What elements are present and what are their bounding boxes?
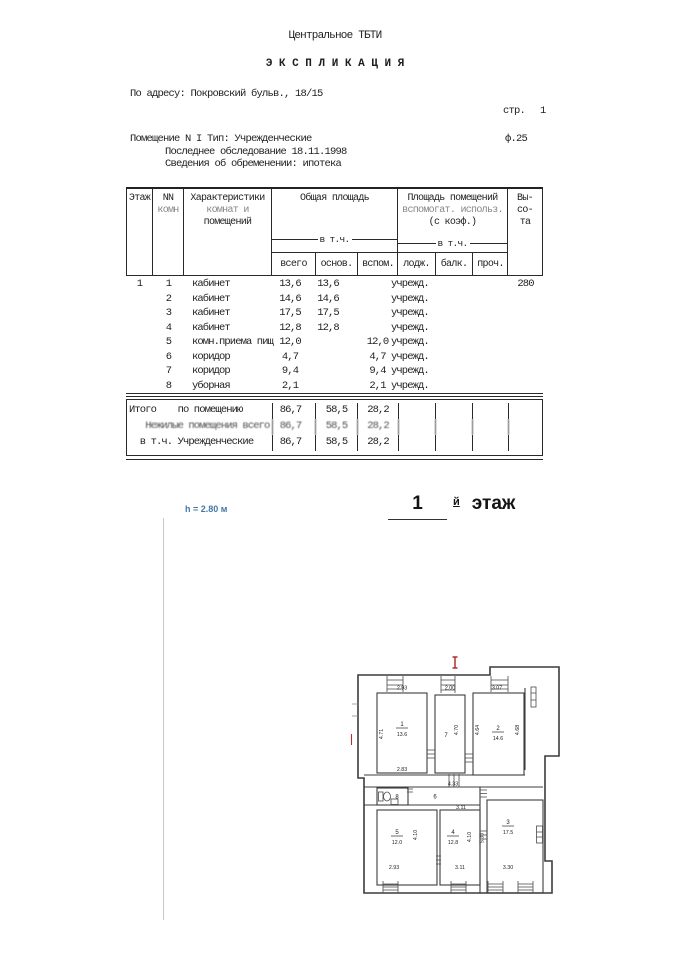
col-char-line1: Характеристики (190, 193, 265, 204)
cell-total: 13,6 (279, 278, 301, 290)
totals-total: 86,7 (272, 403, 315, 419)
document-title: Э К С П Л И К А Ц И Я (265, 58, 405, 70)
dim-room5-side: 4.10 (413, 829, 419, 841)
cell-name: уборная (192, 379, 230, 392)
subcol-lodzh: лодж. (398, 252, 435, 275)
dim-room1-top: 2.93 (396, 685, 408, 692)
cell-floor (126, 306, 153, 321)
cell-aux: 2,1 (369, 379, 386, 392)
totals-main: 58,5 (315, 435, 357, 451)
room-6-number: 6 (433, 794, 437, 801)
cell-floor (126, 335, 153, 350)
cell-main: 13,6 (317, 278, 339, 290)
room-4-number: 4 (451, 830, 455, 836)
form-code: ф.25 (505, 133, 528, 145)
totals-main: 58,5 (315, 419, 357, 435)
col-char-line3: помещений (203, 217, 252, 228)
cell-height (508, 306, 543, 321)
cell-nn: 1 (165, 278, 172, 290)
cell-name: коридор (192, 365, 230, 377)
room-2-number: 2 (496, 726, 500, 732)
cell-use: учрежд. (391, 278, 429, 290)
floor-suffix: й (453, 496, 460, 508)
cell-use: учрежд. (391, 292, 429, 305)
cell-nn: 6 (165, 350, 172, 363)
room-5-area: 12.0 (391, 840, 403, 846)
cell-name: кабинет (192, 321, 230, 334)
cell-use: учрежд. (391, 379, 429, 392)
col-height (508, 189, 543, 275)
premise-line: Помещение N I Тип: Учрежденческие (130, 133, 312, 145)
room-1-number: 1 (400, 722, 404, 728)
table-row (126, 379, 543, 394)
col-char-line2: комнат и (206, 205, 249, 216)
col-floor-label: Этаж (128, 193, 151, 204)
subcol-vspom: вспом. (357, 252, 398, 275)
cell-floor: 1 (136, 278, 143, 290)
cell-floor (126, 364, 153, 379)
group-aux-area (398, 189, 508, 275)
dim-room7-side: 4.70 (454, 724, 460, 736)
col-height-line1: Вы- (517, 193, 533, 204)
cell-total: 12,8 (279, 321, 301, 334)
col-nn-line2: комн (157, 205, 179, 216)
col-height-line2: со- (517, 205, 533, 216)
dim-room4-side: 4.10 (467, 831, 473, 843)
cell-nn: 7 (165, 365, 172, 377)
cell-height (508, 350, 543, 365)
encumbrance-line: Сведения об обременении: ипотека (165, 158, 342, 170)
floor-word: этаж (471, 493, 516, 514)
page-number: 1 (540, 105, 546, 117)
col-room-number (153, 189, 184, 275)
cell-height (508, 364, 543, 379)
cell-height: 280 (517, 278, 534, 290)
totals-total: 86,7 (272, 435, 315, 451)
cell-floor (126, 321, 153, 336)
cell-nn: 2 (165, 292, 172, 305)
table-row (126, 277, 543, 292)
cell-aux: 4,7 (369, 350, 386, 363)
cell-main: 17,5 (317, 307, 339, 319)
room-4-area: 12.8 (447, 840, 459, 846)
survey-line: Последнее обследование 18.11.1998 (165, 146, 347, 158)
cell-main: 14,6 (317, 292, 339, 305)
dim-room3-bottom: 3.30 (502, 865, 514, 871)
cell-total: 12,0 (279, 336, 301, 348)
cell-total: 17,5 (279, 307, 301, 319)
totals-label: в т.ч. Учрежденческие (129, 436, 254, 448)
cell-name: кабинет (192, 307, 230, 319)
dim-corridor6-b: 3.11 (456, 805, 466, 811)
cell-nn: 8 (165, 379, 172, 392)
cell-nn: 3 (165, 307, 172, 319)
subcol-osnov: основ. (315, 252, 357, 275)
room-7-number: 7 (444, 733, 448, 739)
dim-room1-bottom: 2.83 (396, 767, 408, 773)
cell-height (508, 292, 543, 307)
cell-use: учрежд. (391, 307, 429, 319)
table-totals (126, 399, 543, 456)
cell-main (315, 335, 357, 350)
totals-label: Итого по помещению (129, 404, 243, 416)
group-total-area (272, 189, 398, 275)
table-row (126, 321, 543, 336)
cell-total: 4,7 (281, 350, 299, 363)
room-8-outline (377, 788, 408, 805)
dim-room5-bottom: 2.93 (388, 865, 400, 871)
room-2-area: 14.6 (492, 736, 504, 742)
table-row (126, 350, 543, 365)
ceiling-height-note: h = 2.80 м (185, 504, 228, 514)
cell-nn: 4 (165, 321, 172, 334)
dim-corridor6: 4.33 (447, 781, 459, 788)
organization-name: Центральное ТБТИ (288, 30, 382, 42)
subcol-vsego: всего (272, 252, 315, 275)
cell-main (315, 379, 357, 394)
dim-room7-top: 2.00 (444, 685, 456, 692)
cell-height (508, 321, 543, 336)
cell-floor (126, 350, 153, 365)
cell-main: 12,8 (317, 321, 339, 334)
table-bottom-rule (126, 459, 543, 460)
subcol-balk: балк. (435, 252, 472, 275)
dim-room1-left: 4.71 (379, 728, 385, 740)
col-height-line3: та (519, 217, 531, 228)
cell-height (508, 335, 543, 350)
cell-use: учрежд. (391, 350, 429, 363)
table-row (126, 292, 543, 307)
cell-floor (126, 292, 153, 307)
cell-total: 9,4 (281, 365, 299, 377)
totals-main: 58,5 (315, 403, 357, 419)
interior-walls (364, 685, 543, 893)
cell-use: учрежд. (391, 336, 429, 348)
dim-room4-bottom: 3.11 (455, 865, 465, 871)
outer-walls (358, 667, 559, 893)
col-floor (126, 189, 153, 275)
room-5-number: 5 (395, 830, 399, 836)
address-line: По адресу: Покровский бульв., 18/15 (130, 88, 323, 100)
window-icon (383, 881, 533, 893)
page-label: стр. (503, 105, 526, 117)
door-opening-icon (407, 750, 487, 864)
totals-aux: 28,2 (357, 419, 398, 435)
cell-name: кабинет (192, 278, 230, 290)
totals-aux: 28,2 (357, 435, 398, 451)
room-7-outline (435, 695, 465, 773)
totals-label: Нежилые помещения всего (129, 420, 270, 432)
cell-total: 14,6 (279, 292, 301, 305)
cell-name: кабинет (192, 292, 230, 305)
scan-edge-line (163, 518, 164, 920)
totals-aux: 28,2 (357, 403, 398, 419)
floor-plan (350, 648, 605, 910)
cell-height (508, 379, 543, 394)
cell-aux: 9,4 (369, 365, 386, 377)
col-characteristics (184, 189, 272, 275)
explication-table (126, 187, 543, 467)
radiator-icon (531, 687, 543, 843)
room-4-outline (440, 810, 480, 885)
page-number-line (503, 105, 546, 117)
cell-name: коридор (192, 350, 230, 363)
room-1-area: 13.6 (396, 732, 408, 738)
totals-row (127, 419, 542, 435)
dim-room2-right: 4.68 (515, 724, 521, 736)
cell-nn: 5 (165, 336, 172, 348)
cell-name: комн.приема пищ (192, 336, 274, 348)
incl2-label: в т.ч. (437, 237, 468, 249)
cell-main (315, 364, 357, 379)
totals-row (127, 403, 542, 419)
room-3-outline (487, 800, 543, 893)
table-header (126, 187, 543, 276)
table-row (126, 364, 543, 379)
dim-room2-left: 4.64 (475, 724, 481, 736)
table-separator (126, 393, 543, 397)
group-aux-line1: Площадь помещений (407, 193, 498, 204)
cell-floor (126, 379, 153, 394)
dim-room2-top: 3.07 (491, 685, 503, 692)
floor-title (388, 493, 515, 520)
incl-label: в т.ч. (319, 233, 350, 245)
group-aux-line3: (с коэф.) (428, 217, 477, 228)
group-aux-line2: вспомогат. использ. (402, 205, 503, 216)
totals-total: 86,7 (272, 419, 315, 435)
room-3-number: 3 (506, 820, 510, 826)
dim-mid-wall: 5.30 (479, 832, 486, 844)
room-3-area: 17.5 (502, 830, 514, 836)
totals-row (127, 435, 542, 451)
col-nn-line1: NN (162, 193, 174, 204)
floor-number: 1 (388, 493, 447, 520)
cell-use: учрежд. (391, 321, 429, 334)
room-5-outline (377, 810, 437, 885)
table-row (126, 306, 543, 321)
table-row (126, 335, 543, 350)
room-8-number: 8 (395, 794, 399, 801)
cell-main (315, 350, 357, 365)
cell-use: учрежд. (391, 365, 429, 377)
table-body (126, 277, 543, 393)
group-total-label: Общая площадь (300, 193, 369, 204)
subcol-proch: проч. (472, 252, 508, 275)
cell-aux: 12,0 (366, 336, 389, 348)
cell-total: 2,1 (281, 379, 299, 392)
